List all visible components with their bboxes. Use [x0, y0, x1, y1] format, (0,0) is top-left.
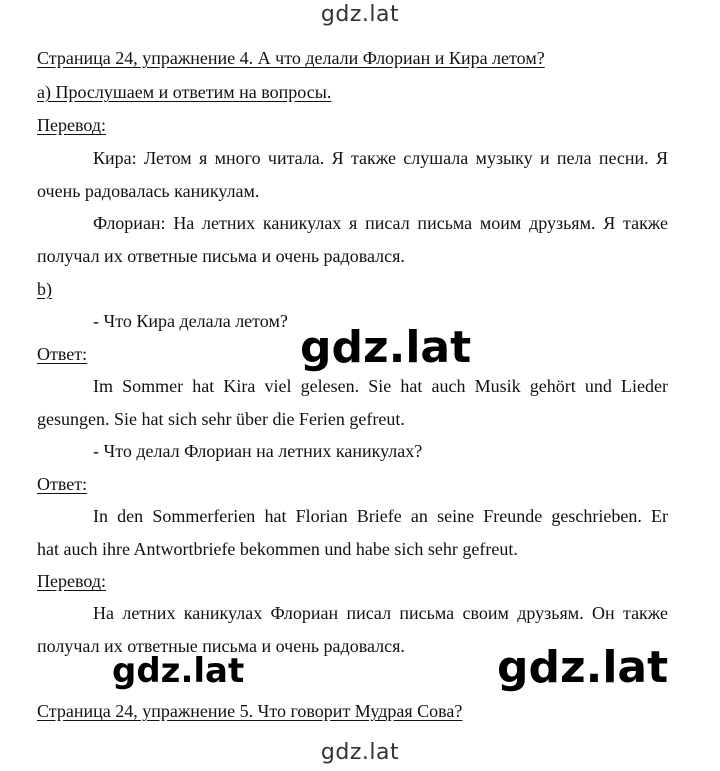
translation-label-1: Перевод:: [37, 115, 106, 135]
kira-paragraph-line-2: очень радовалась каникулам.: [37, 181, 260, 201]
answer-1-line-2: gesungen. Sie hat sich sehr über die Ferien gefreut.: [37, 409, 405, 429]
exercise-4-heading: Страница 24, упражнение 4. А что делали Флориан и Кира летом?: [37, 48, 545, 68]
kira-paragraph-line-1: Кира: Летом я много читала. Я также слушала музыку и пела песни. Я: [93, 148, 668, 168]
section-a-heading: a) Прослушаем и ответим на вопросы.: [37, 82, 332, 102]
translation-2-line-2: получал их ответные письма и очень радовался.: [37, 636, 405, 656]
watermark-lower-left: gdz.lat: [112, 651, 245, 691]
translation-2-line-1: На летних каникулах Флориан писал письма своим друзьям. Он также: [93, 603, 668, 623]
exercise-5-heading: Страница 24, упражнение 5. Что говорит Мудрая Сова?: [37, 701, 463, 721]
watermark-lower-right: gdz.lat: [497, 642, 669, 693]
translation-label-2: Перевод:: [37, 571, 106, 591]
answer-1-line-1: Im Sommer hat Kira viel gelesen. Sie hat auch Musik gehört und Lieder: [93, 376, 668, 396]
florian-paragraph-line-1: Флориан: На летних каникулах я писал письма моим друзьям. Я также: [93, 213, 668, 233]
answer-label-1: Ответ:: [37, 344, 88, 364]
watermark-bottom: gdz.lat: [320, 740, 400, 765]
watermark-center: gdz.lat: [300, 322, 472, 373]
answer-2-line-2: hat auch ihre Antwortbriefe bekommen und habe sich sehr gefreut.: [37, 539, 518, 559]
question-florian: - Что делал Флориан на летних каникулах?: [93, 441, 423, 461]
section-b-heading: b): [37, 279, 52, 299]
florian-paragraph-line-2: получал их ответные письма и очень радовался.: [37, 246, 405, 266]
watermark-top: gdz.lat: [320, 2, 400, 27]
answer-label-2: Ответ:: [37, 474, 88, 494]
answer-2-line-1: In den Sommerferien hat Florian Briefe an seine Freunde geschrieben. Er: [93, 506, 668, 526]
question-kira: - Что Кира делала летом?: [93, 311, 288, 331]
